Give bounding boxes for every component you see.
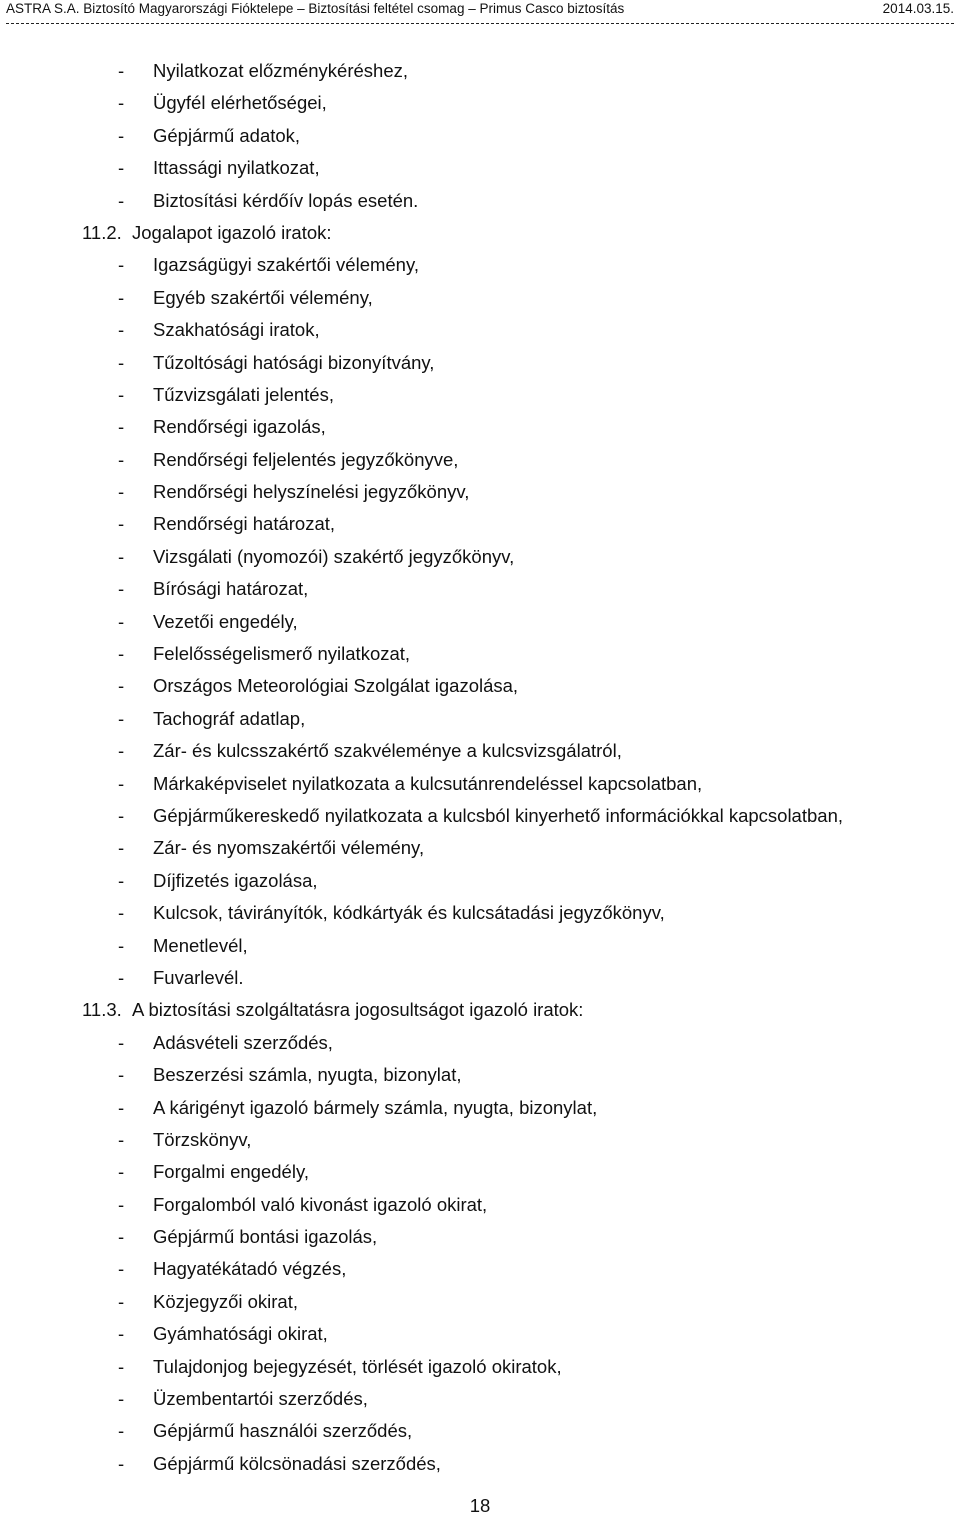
list-item-text: Egyéb szakértői vélemény, xyxy=(153,286,373,308)
list-item xyxy=(82,1351,952,1383)
list-item-text: Zár- és nyomszakértői vélemény, xyxy=(153,837,425,859)
list-bullet: - xyxy=(118,319,125,341)
list-item-text: Tachográf adatlap, xyxy=(153,707,306,729)
list-item xyxy=(82,1286,952,1318)
list-bullet: - xyxy=(118,1323,125,1345)
list-item-text: Gépjármű bontási igazolás, xyxy=(153,1226,378,1248)
section-number: 11.2. xyxy=(82,221,122,243)
list-item xyxy=(82,282,952,314)
list-item-text: Ügyfél elérhetőségei, xyxy=(153,92,327,114)
list-bullet: - xyxy=(118,1161,125,1183)
list-item-text: Beszerzési számla, nyugta, bizonylat, xyxy=(153,1064,462,1086)
list-bullet: - xyxy=(118,481,125,503)
list-item xyxy=(82,185,952,217)
list-item xyxy=(82,508,952,540)
list-item xyxy=(82,735,952,767)
document-body xyxy=(82,55,952,1480)
list-item xyxy=(82,800,952,832)
section-number: 11.3. xyxy=(82,999,122,1021)
section-heading xyxy=(82,994,952,1026)
list-bullet: - xyxy=(118,1420,125,1442)
list-item xyxy=(82,1059,952,1091)
list-item xyxy=(82,1448,952,1480)
list-item-text: Igazságügyi szakértői vélemény, xyxy=(153,254,419,276)
list-bullet: - xyxy=(118,351,125,373)
list-item-text: Márkaképviselet nyilatkozata a kulcsutánrendeléssel kapcsolatban, xyxy=(153,772,703,794)
list-bullet: - xyxy=(118,1031,125,1053)
list-item-text: Felelősségelismerő nyilatkozat, xyxy=(153,643,411,665)
list-bullet: - xyxy=(118,1258,125,1280)
list-item-text: Szakhatósági iratok, xyxy=(153,319,320,341)
list-bullet: - xyxy=(118,643,125,665)
list-item-text: Tűzvizsgálati jelentés, xyxy=(153,383,334,405)
list-item xyxy=(82,930,952,962)
list-item xyxy=(82,703,952,735)
list-item-text: Tűzoltósági hatósági bizonyítvány, xyxy=(153,351,435,373)
list-bullet: - xyxy=(118,60,125,81)
list-item-text: Vizsgálati (nyomozói) szakértő jegyzőkönyv, xyxy=(153,545,515,567)
list-item xyxy=(82,347,952,379)
list-item-text: Bírósági határozat, xyxy=(153,578,309,600)
list-bullet: - xyxy=(118,1226,125,1248)
list-item xyxy=(82,379,952,411)
list-item xyxy=(82,670,952,702)
list-item-text: Vezetői engedély, xyxy=(153,610,298,632)
list-item xyxy=(82,962,952,994)
list-bullet: - xyxy=(118,383,125,405)
list-item-text: Gépjármű adatok, xyxy=(153,124,301,146)
list-item xyxy=(82,832,952,864)
page-number: 18 xyxy=(469,1495,491,1516)
list-item xyxy=(82,444,952,476)
list-item-text: Gépjárműkereskedő nyilatkozata a kulcsból kinyerhető információkkal kapcsolatban, xyxy=(153,804,843,826)
header-divider xyxy=(6,23,954,24)
list-bullet: - xyxy=(118,837,125,859)
list-item xyxy=(82,606,952,638)
list-item xyxy=(82,55,952,87)
list-item-text: Kulcsok, távirányítók, kódkártyák és kulcsátadási jegyzőkönyv, xyxy=(153,902,665,924)
list-item-text: Rendőrségi igazolás, xyxy=(153,416,326,438)
list-bullet: - xyxy=(118,804,125,826)
list-item xyxy=(82,152,952,184)
list-bullet: - xyxy=(118,1290,125,1312)
section-title: A biztosítási szolgáltatásra jogosultságot igazoló iratok: xyxy=(132,999,584,1021)
list-item xyxy=(82,1221,952,1253)
list-item xyxy=(82,1189,952,1221)
section-heading xyxy=(82,217,952,249)
list-item xyxy=(82,1156,952,1188)
list-item xyxy=(82,897,952,929)
list-bullet: - xyxy=(118,513,125,535)
list-item xyxy=(82,411,952,443)
list-item-text: Nyilatkozat előzménykéréshez, xyxy=(153,60,408,81)
list-bullet: - xyxy=(118,1096,125,1118)
list-item-text: Zár- és kulcsszakértő szakvéleménye a kulcsvizsgálatról, xyxy=(153,740,622,762)
list-item-text: Törzskönyv, xyxy=(153,1128,252,1150)
list-item-text: Adásvételi szerződés, xyxy=(153,1031,333,1053)
list-bullet: - xyxy=(118,124,125,146)
section-title: Jogalapot igazoló iratok: xyxy=(132,221,332,243)
list-item-text: Menetlevél, xyxy=(153,934,248,956)
list-bullet: - xyxy=(118,966,125,988)
list-item-text: Fuvarlevél. xyxy=(153,966,244,988)
list-item-text: Gépjármű kölcsönadási szerződés, xyxy=(153,1452,441,1474)
list-bullet: - xyxy=(118,286,125,308)
list-item xyxy=(82,1253,952,1285)
list-bullet: - xyxy=(118,1452,125,1474)
list-item xyxy=(82,865,952,897)
list-bullet: - xyxy=(118,740,125,762)
list-item xyxy=(82,1383,952,1415)
list-bullet: - xyxy=(118,869,125,891)
list-item-text: Közjegyzői okirat, xyxy=(153,1290,298,1312)
list-bullet: - xyxy=(118,772,125,794)
list-item xyxy=(82,314,952,346)
list-item-text: Rendőrségi helyszínelési jegyzőkönyv, xyxy=(153,481,470,503)
list-item-text: Gyámhatósági okirat, xyxy=(153,1323,328,1345)
header-date: 2014.03.15. xyxy=(882,1,954,16)
list-bullet: - xyxy=(118,934,125,956)
list-item-text: Hagyatékátadó végzés, xyxy=(153,1258,347,1280)
list-item xyxy=(82,120,952,152)
list-item xyxy=(82,638,952,670)
list-bullet: - xyxy=(118,1128,125,1150)
list-item-text: Rendőrségi feljelentés jegyzőkönyve, xyxy=(153,448,459,470)
list-item xyxy=(82,476,952,508)
list-bullet: - xyxy=(118,92,125,114)
list-item xyxy=(82,249,952,281)
list-bullet: - xyxy=(118,157,125,179)
list-item xyxy=(82,87,952,119)
list-item-text: Ittassági nyilatkozat, xyxy=(153,157,320,179)
list-bullet: - xyxy=(118,610,125,632)
list-bullet: - xyxy=(118,902,125,924)
list-bullet: - xyxy=(118,254,125,276)
list-item-text: Forgalmi engedély, xyxy=(153,1161,309,1183)
list-bullet: - xyxy=(118,707,125,729)
list-bullet: - xyxy=(118,1064,125,1086)
list-item xyxy=(82,541,952,573)
list-bullet: - xyxy=(118,1355,125,1377)
list-bullet: - xyxy=(118,416,125,438)
list-item-text: Biztosítási kérdőív lopás esetén. xyxy=(153,189,419,211)
list-item-text: Tulajdonjog bejegyzését, törlését igazoló okiratok, xyxy=(153,1355,562,1377)
list-item-text: Országos Meteorológiai Szolgálat igazolása, xyxy=(153,675,519,697)
list-item-text: Rendőrségi határozat, xyxy=(153,513,336,535)
header-title: ASTRA S.A. Biztosító Magyarországi Fióktelepe – Biztosítási feltétel csomag – Primus Casco biztosítás xyxy=(6,1,625,16)
list-bullet: - xyxy=(118,448,125,470)
list-item xyxy=(82,1124,952,1156)
list-bullet: - xyxy=(118,189,125,211)
list-item-text: Gépjármű használói szerződés, xyxy=(153,1420,413,1442)
list-item xyxy=(82,768,952,800)
list-item-text: Üzembentartói szerződés, xyxy=(153,1388,368,1410)
list-item xyxy=(82,1318,952,1350)
list-item xyxy=(82,1415,952,1447)
list-item xyxy=(82,1092,952,1124)
list-item-text: Díjfizetés igazolása, xyxy=(153,869,318,891)
page-header xyxy=(6,0,954,18)
list-item xyxy=(82,1027,952,1059)
list-item-text: Forgalomból való kivonást igazoló okirat, xyxy=(153,1193,488,1215)
list-bullet: - xyxy=(118,545,125,567)
list-bullet: - xyxy=(118,1193,125,1215)
list-bullet: - xyxy=(118,675,125,697)
list-bullet: - xyxy=(118,578,125,600)
list-bullet: - xyxy=(118,1388,125,1410)
list-item xyxy=(82,573,952,605)
list-item-text: A kárigényt igazoló bármely számla, nyugta, bizonylat, xyxy=(153,1096,598,1118)
